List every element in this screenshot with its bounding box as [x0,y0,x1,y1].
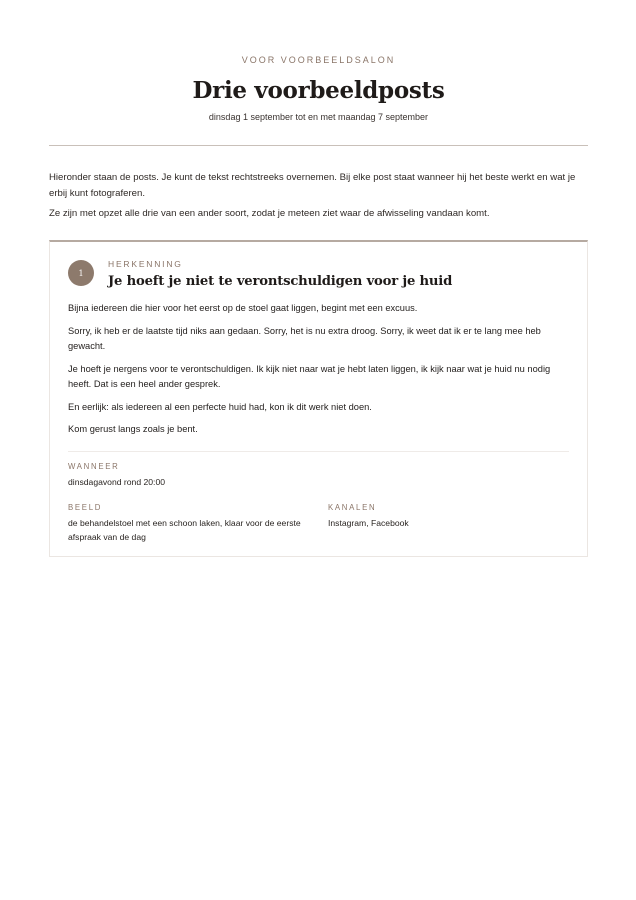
post-header [68,259,569,291]
post-meta-divider [68,451,569,452]
intro-paragraph: Hieronder staan de posts. Je kunt de tekst rechtstreeks overnemen. Bij elke post staat wanneer hij het beste werkt en wat je erbij kunt fotograferen. [49,172,576,199]
channels-label: KANALEN [328,503,377,512]
channels-value: Instagram, Facebook [328,518,409,528]
post-paragraph: En eerlijk: als iedereen al een perfecte huid had, kon ik dit werk niet doen. [68,401,372,412]
post-when [68,462,569,490]
post-body [68,301,569,438]
document-page [49,0,588,557]
post-meta-row [68,503,569,544]
post-paragraph: Je hoeft je nergens voor te verontschuldigen. Ik kijk niet naar wat je hebt laten liggen, ik kijk naar wat je huid nu nodig heeft. Dat is een heel ander gesprek. [68,363,551,389]
post-theme: HERKENNING [108,259,183,269]
post-channels-info [328,503,568,544]
image-label: BEELD [68,503,103,512]
image-value: de behandelstoel met een schoon laken, klaar voor de eerste afspraak van de dag [68,518,301,542]
post-paragraph: Kom gerust langs zoals je bent. [68,424,198,434]
intro-paragraph: Ze zijn met opzet alle drie van een ander soort, zodat je meteen ziet waar de afwisseling vandaan komt. [49,208,490,219]
post-title: Je hoeft je niet te verontschuldigen voor je huid [108,274,453,289]
post-heading [108,259,452,291]
salon-name: VOOR VOORBEELDSALON [241,55,396,65]
header-divider [49,145,588,146]
when-label: WANNEER [68,461,120,471]
post-paragraph: Sorry, ik heb er de laatste tijd niks aan gedaan. Sorry, het is nu extra droog. Sorry, ik weet dat ik er te lang mee heb gewacht. [68,325,541,351]
document-header [49,55,588,123]
post-number-badge: 1 [68,260,94,286]
post-card [49,240,588,557]
post-image-info [68,503,328,544]
page-title: Drie voorbeeldposts [192,77,445,104]
post-paragraph: Bijna iedereen die hier voor het eerst op de stoel gaat liggen, begint met een excuus. [68,303,418,313]
when-value: dinsdagavond rond 20:00 [68,476,165,487]
date-range: dinsdag 1 september tot en met maandag 7 september [208,112,429,122]
intro-text [49,170,588,222]
